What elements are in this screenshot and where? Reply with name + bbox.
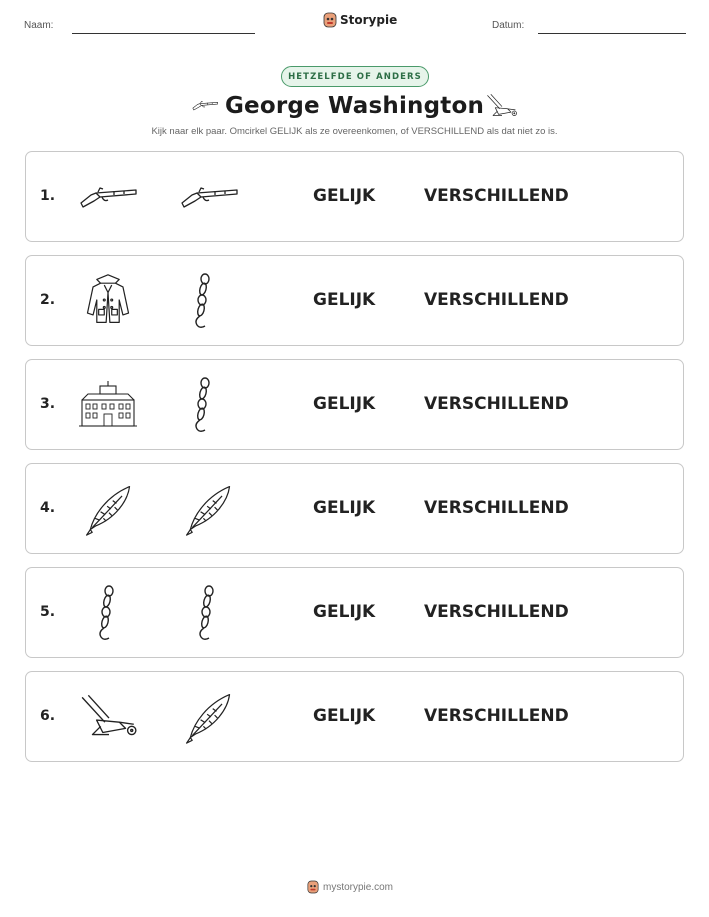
coat-icon <box>80 270 136 330</box>
name-label: Naam: <box>24 20 54 31</box>
name-line[interactable] <box>72 33 255 34</box>
worksheet-type-badge: HETZELFDE OF ANDERS <box>281 66 429 87</box>
question-row <box>25 463 684 554</box>
same-option[interactable]: GELIJK <box>313 706 376 726</box>
question-row <box>25 567 684 658</box>
different-option[interactable]: VERSCHILLEND <box>424 706 569 726</box>
same-option[interactable]: GELIJK <box>313 498 376 518</box>
quill-icon <box>81 478 137 540</box>
date-line[interactable] <box>538 33 686 34</box>
quill-icon <box>181 478 237 540</box>
different-option[interactable]: VERSCHILLEND <box>424 186 569 206</box>
same-option[interactable]: GELIJK <box>313 394 376 414</box>
same-option[interactable]: GELIJK <box>313 186 376 206</box>
same-option[interactable]: GELIJK <box>313 290 376 310</box>
musket-icon <box>78 174 138 218</box>
different-option[interactable]: VERSCHILLEND <box>424 290 569 310</box>
chain-icon <box>188 272 218 332</box>
quill-icon <box>181 686 237 748</box>
footer-url[interactable]: mystorypie.com <box>323 881 394 893</box>
building-icon <box>78 380 138 430</box>
question-row <box>25 151 684 242</box>
storypie-mascot-icon <box>323 12 337 28</box>
different-option[interactable]: VERSCHILLEND <box>424 498 569 518</box>
question-number: 5. <box>40 604 56 620</box>
storypie-mascot-icon <box>307 880 319 894</box>
different-option[interactable]: VERSCHILLEND <box>424 394 569 414</box>
chain-icon <box>92 584 122 644</box>
date-label: Datum: <box>492 20 525 31</box>
question-number: 3. <box>40 396 56 412</box>
instructions: Kijk naar elk paar. Omcirkel GELIJK als ze overeenkomen, of VERSCHILLEND als dat niet zo is. <box>151 126 558 137</box>
question-number: 2. <box>40 292 56 308</box>
plow-icon <box>78 690 140 744</box>
footer <box>307 880 393 894</box>
same-option[interactable]: GELIJK <box>313 602 376 622</box>
brand-logo <box>323 12 397 28</box>
question-number: 1. <box>40 188 56 204</box>
question-row <box>25 671 684 762</box>
musket-icon <box>179 174 239 218</box>
question-number: 4. <box>40 500 56 516</box>
chain-icon <box>188 376 218 436</box>
chain-icon <box>192 584 222 644</box>
brand-name: Storypie <box>340 13 398 27</box>
plow-icon <box>485 92 519 120</box>
page-title: George Washington <box>224 93 485 119</box>
different-option[interactable]: VERSCHILLEND <box>424 602 569 622</box>
question-number: 6. <box>40 708 56 724</box>
question-row <box>25 359 684 450</box>
question-row <box>25 255 684 346</box>
